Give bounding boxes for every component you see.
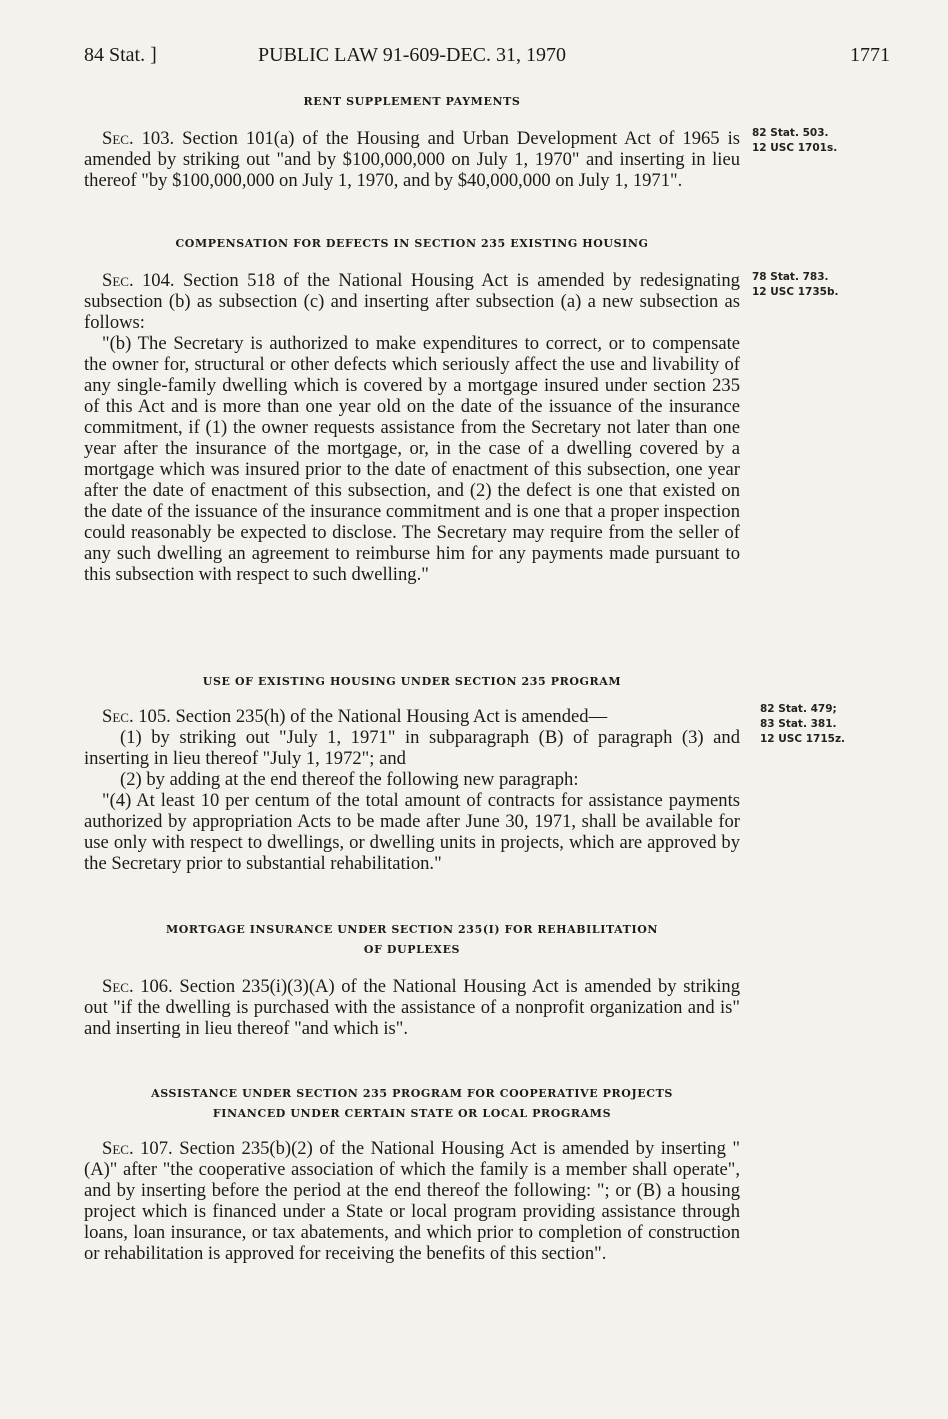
margin-note-105 (760, 702, 890, 747)
heading-sec-104: COMPENSATION FOR DEFECTS IN SECTION 235 EXISTING HOUSING (175, 237, 649, 250)
heading-107-line2: FINANCED UNDER CERTAIN STATE OR LOCAL PROGRAMS (212, 1107, 612, 1120)
section-106 (84, 976, 740, 1039)
item-105-2: (2) by adding at the end thereof the following new paragraph: (120, 769, 579, 790)
heading-sec-107 (84, 1084, 740, 1124)
text-103: Section 101(a) of the Housing and Urban Development Act of 1965 is amended by striking out "and by $100,000,000 on July 1, 1970" and inserting in lieu thereof "by $100,000,000 on July 1, 1970, and by $40,000,000 on July 1, 1971". (84, 128, 740, 191)
item-105-1: (1) by striking out "July 1, 1971" in subparagraph (B) of paragraph (3) and inserting in lieu thereof "July 1, 1972"; and (84, 727, 740, 769)
margin-note-103 (752, 126, 882, 156)
quote-104: "(b) The Secretary is authorized to make expenditures to correct, or to compensate the owner for, structural or other defects which seriously affect the use and livability of any single-family dwelling which is covered by a mortgage insured under section 235 of this Act and is more than one year old on the date of the issuance of the insurance commitment, if (1) the owner requests assistance from the Secretary not later than one year after the insurance of the mortgage, or, in the case of a dwelling covered by a mortgage which was insured prior to the date of enactment of this subsection, one year after the date of enactment of this subsection, and (2) the defect is one that existed on the date of the issuance of the insurance commitment and is one that a proper inspection could reasonably be expected to disclose. The Secretary may require from the seller of any such dwelling an agreement to reimburse him for any payments made pursuant to this subsection with respect to such dwelling." (84, 333, 740, 585)
heading-sec-105: USE OF EXISTING HOUSING UNDER SECTION 235 PROGRAM (202, 675, 622, 688)
sec-label-103: Sec. 103. (102, 128, 175, 149)
heading-sec-103: RENT SUPPLEMENT PAYMENTS (303, 95, 521, 108)
heading-sec-106 (84, 920, 740, 960)
heading-107-line1: ASSISTANCE UNDER SECTION 235 PROGRAM FOR COOPERATIVE PROJECTS (151, 1087, 673, 1100)
section-104 (84, 270, 740, 585)
text-107: Section 235(b)(2) of the National Housing Act is amended by inserting "(A)" after "the cooperative association of which the family is a member shall operate", and by inserting before the period at the end thereof the following: "; or (B) a housing project which is financed under a State or local program providing assistance through loans, loan insurance, or tax abatements, and which prior to completion of construction or rehabilitation is approved for receiving the benefits of this section". (84, 1138, 740, 1264)
margin-104-line2: 12 USC 1735b. (752, 286, 839, 298)
margin-104-line1: 78 Stat. 783. (752, 271, 829, 283)
sec-label-105: Sec. 105. (102, 706, 171, 727)
text-105: Section 235(h) of the National Housing Act is amended— (175, 706, 608, 727)
sec-label-104: Sec. 104. (102, 270, 175, 291)
header-title: PUBLIC LAW 91-609-DEC. 31, 1970 (258, 44, 567, 66)
margin-103-line2: 12 USC 1701s. (752, 142, 838, 154)
header-volume: 84 Stat. ] (84, 44, 157, 66)
heading-106-line1: MORTGAGE INSURANCE UNDER SECTION 235(I) FOR REHABILITATION (165, 923, 659, 936)
section-105 (84, 706, 740, 874)
margin-105-line2: 83 Stat. 381. (760, 718, 837, 730)
header-page-number: 1771 (850, 44, 890, 66)
sec-label-106: Sec. 106. (102, 976, 173, 997)
margin-105-line3: 12 USC 1715z. (760, 733, 846, 745)
sec-label-107: Sec. 107. (102, 1138, 173, 1159)
quote-105: "(4) At least 10 per centum of the total amount of contracts for assistance payments authorized by appropriation Acts to be made after June 30, 1971, shall be available for use only with respect to dwellings, or dwelling units in projects, which are approved by the Secretary prior to substantial rehabilitation." (84, 790, 740, 874)
text-104: Section 518 of the National Housing Act is amended by redesignating subsection (b) as subsection (c) and inserting after subsection (a) a new subsection as follows: (84, 270, 740, 333)
section-103 (84, 128, 740, 191)
margin-103-line1: 82 Stat. 503. (752, 127, 829, 139)
text-106: Section 235(i)(3)(A) of the National Housing Act is amended by striking out "if the dwelling is purchased with the assistance of a nonprofit organization and is" and inserting in lieu thereof "and which is". (84, 976, 741, 1039)
heading-106-line2: OF DUPLEXES (363, 943, 461, 956)
section-107 (84, 1138, 740, 1264)
margin-note-104 (752, 270, 882, 300)
margin-105-line1: 82 Stat. 479; (760, 703, 837, 715)
